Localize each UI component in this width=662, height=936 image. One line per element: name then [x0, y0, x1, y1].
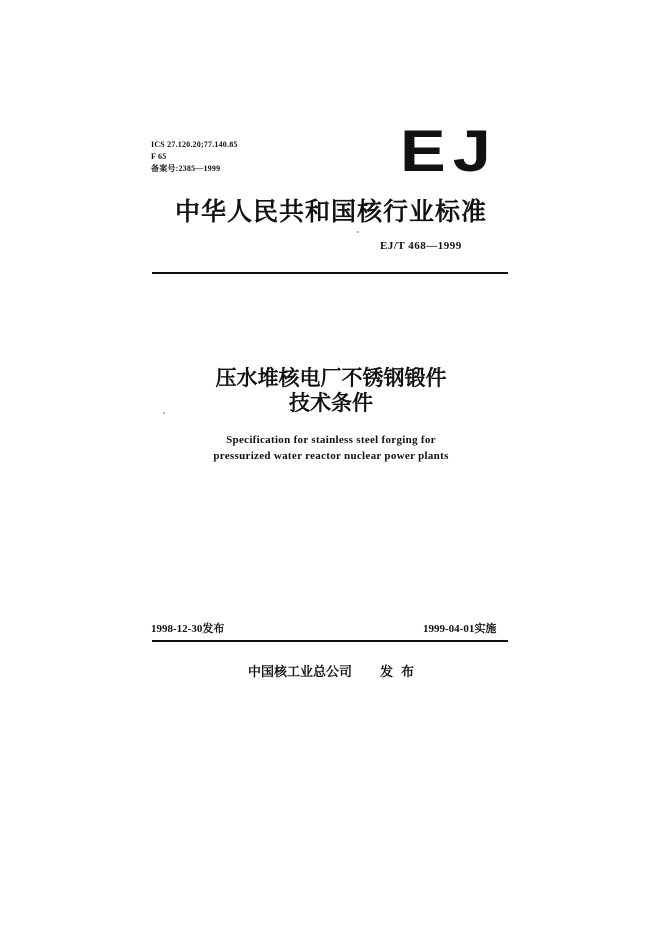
- bottom-divider: [152, 640, 508, 642]
- document-title-en-line2: pressurized water reactor nuclear power plants: [213, 450, 449, 462]
- issue-date: 1998-12-30发布: [151, 623, 225, 635]
- scan-speck: [357, 231, 359, 233]
- publish-label: 发布: [380, 665, 423, 680]
- implementation-date: 1999-04-01实施: [423, 623, 497, 635]
- standard-organization-title: 中华人民共和国核行业标准: [174, 197, 487, 226]
- scan-speck: [163, 412, 165, 414]
- document-title-zh-line1: 压水堆核电厂不锈钢锻件: [215, 366, 447, 390]
- ej-logo: EJ: [400, 119, 498, 184]
- classification-block: [151, 139, 238, 175]
- standard-code: EJ/T 468—1999: [380, 240, 462, 252]
- publisher-name: 中国核工业总公司: [248, 665, 353, 680]
- document-title-en-line1: Specification for stainless steel forging for: [226, 434, 436, 446]
- top-divider: [152, 272, 508, 274]
- document-title-zh-line2: 技术条件: [289, 391, 373, 415]
- ics-code: ICS 27.120.20;77.140.85: [151, 140, 238, 149]
- record-number: 备案号:2385—1999: [151, 164, 221, 173]
- ccs-code: F 65: [151, 152, 167, 161]
